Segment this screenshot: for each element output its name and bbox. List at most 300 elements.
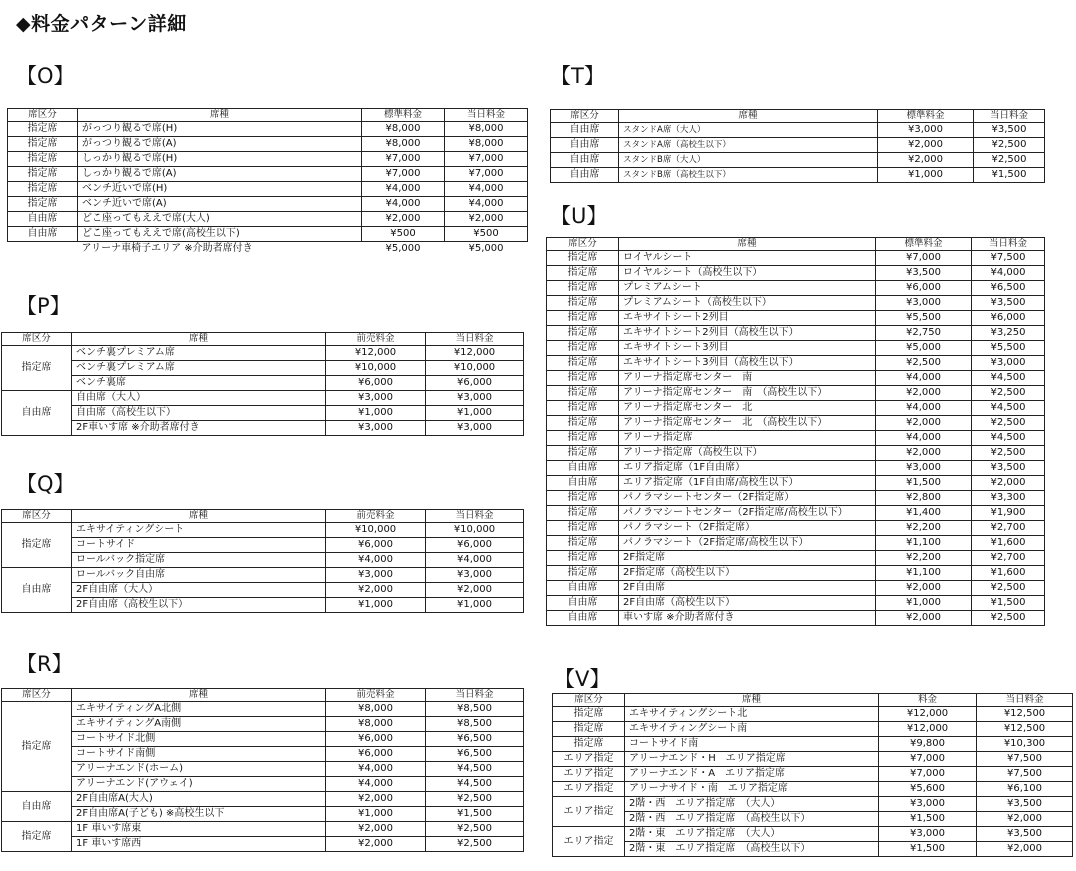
table-row	[547, 476, 1045, 491]
seat-type: プレミアムシート（高校生以下）	[619, 296, 876, 311]
seat-type: アリーナ指定席（高校生以下）	[619, 446, 876, 461]
price-sameday: ¥7,500	[977, 752, 1073, 767]
table-row	[551, 138, 1045, 153]
seat-category: エリア指定	[553, 827, 625, 857]
price-table-t	[550, 109, 1045, 183]
seat-type: アリーナエンド(ホーム)	[72, 762, 326, 777]
table-row	[2, 346, 524, 361]
price-sameday: ¥12,000	[426, 346, 524, 361]
header-seat: 席種	[78, 109, 362, 122]
price-advance: ¥3,000	[326, 421, 426, 436]
seat-category: 指定席	[547, 311, 619, 326]
seat-category	[8, 242, 78, 257]
table-row	[547, 536, 1045, 551]
seat-category: 指定席	[2, 523, 72, 568]
seat-type: 車いす席 ※介助者席付き	[619, 611, 876, 626]
price-sameday: ¥5,500	[972, 341, 1045, 356]
price-sameday: ¥3,250	[972, 326, 1045, 341]
price-sameday: ¥2,500	[426, 822, 524, 837]
price-table-q	[1, 509, 524, 613]
seat-category: 指定席	[2, 346, 72, 391]
header-row	[2, 689, 524, 702]
seat-category: 指定席	[2, 702, 72, 792]
section-label-r: 【R】	[16, 652, 73, 676]
price-standard: ¥7,000	[876, 251, 972, 266]
header-sameday: 当日料金	[972, 238, 1045, 251]
price-advance: ¥8,000	[326, 717, 426, 732]
seat-type: 2F指定席	[619, 551, 876, 566]
seat-type: 2階・西 エリア指定席 （大人）	[625, 797, 879, 812]
price-sameday: ¥4,000	[426, 553, 524, 568]
price-standard: ¥2,500	[876, 356, 972, 371]
price-standard: ¥2,800	[876, 491, 972, 506]
seat-type: ロールバック指定席	[72, 553, 326, 568]
price-standard: ¥9,800	[879, 737, 977, 752]
price-standard: ¥1,400	[876, 506, 972, 521]
seat-type: エキサイティングA南側	[72, 717, 326, 732]
table-row	[2, 732, 524, 747]
header-row	[547, 238, 1045, 251]
header-price: 標準料金	[878, 110, 974, 123]
price-sameday: ¥3,000	[426, 391, 524, 406]
price-sameday: ¥1,500	[974, 168, 1045, 183]
price-sameday: ¥4,000	[445, 197, 528, 212]
price-sameday: ¥12,500	[977, 722, 1073, 737]
price-advance: ¥2,000	[326, 792, 426, 807]
price-sameday: ¥3,500	[977, 797, 1073, 812]
price-sameday: ¥1,000	[426, 406, 524, 421]
seat-type: エキサイティングシート北	[625, 707, 879, 722]
price-standard: ¥4,000	[876, 371, 972, 386]
price-standard: ¥8,000	[362, 137, 445, 152]
price-standard: ¥2,750	[876, 326, 972, 341]
seat-category: 指定席	[547, 386, 619, 401]
seat-type: しっかり観るで席(A)	[78, 167, 362, 182]
price-standard: ¥3,000	[876, 461, 972, 476]
price-standard: ¥1,000	[876, 596, 972, 611]
price-sameday: ¥8,500	[426, 702, 524, 717]
price-standard: ¥2,000	[878, 138, 974, 153]
header-category: 席区分	[2, 333, 72, 346]
seat-category: 指定席	[547, 341, 619, 356]
seat-category: 指定席	[2, 822, 72, 852]
seat-type: どこ座ってもええで席(大人)	[78, 212, 362, 227]
price-sameday: ¥4,500	[972, 401, 1045, 416]
price-standard: ¥2,000	[876, 581, 972, 596]
seat-category: 自由席	[2, 792, 72, 822]
price-standard: ¥2,000	[362, 212, 445, 227]
price-sameday: ¥5,000	[445, 242, 528, 257]
price-sameday: ¥1,000	[426, 598, 524, 613]
header-category: 席区分	[551, 110, 619, 123]
price-sameday: ¥3,000	[426, 421, 524, 436]
seat-type: パノラマシート（2F指定席/高校生以下）	[619, 536, 876, 551]
seat-category: 指定席	[547, 251, 619, 266]
table-row	[8, 182, 528, 197]
table-row	[2, 523, 524, 538]
seat-category: 自由席	[551, 138, 619, 153]
seat-category: 指定席	[547, 491, 619, 506]
table-row	[553, 797, 1073, 812]
seat-category: 自由席	[2, 568, 72, 613]
price-table-p	[1, 332, 524, 436]
seat-type: 2F車いす席 ※介助者席付き	[72, 421, 326, 436]
seat-category: 指定席	[553, 722, 625, 737]
seat-type: 2F自由席	[619, 581, 876, 596]
price-advance: ¥4,000	[326, 553, 426, 568]
seat-type: 2F自由席A(子ども) ※高校生以下	[72, 807, 326, 822]
price-advance: ¥6,000	[326, 747, 426, 762]
header-sameday: 当日料金	[426, 689, 524, 702]
seat-category: 自由席	[8, 227, 78, 242]
seat-category: 指定席	[8, 137, 78, 152]
table-row	[547, 266, 1045, 281]
table-row	[2, 598, 524, 613]
price-sameday: ¥7,500	[977, 767, 1073, 782]
seat-category: 指定席	[8, 152, 78, 167]
seat-type: 1F 車いす席西	[72, 837, 326, 852]
price-standard: ¥2,000	[876, 611, 972, 626]
table-row	[8, 227, 528, 242]
price-table-r	[1, 688, 524, 852]
table-row	[8, 242, 528, 257]
seat-type: パノラマシートセンター（2F指定席/高校生以下）	[619, 506, 876, 521]
price-advance: ¥2,000	[326, 837, 426, 852]
table-row	[551, 168, 1045, 183]
header-price: 前売料金	[326, 510, 426, 523]
header-seat: 席種	[625, 694, 879, 707]
table-row	[547, 566, 1045, 581]
table-row	[2, 747, 524, 762]
price-sameday: ¥6,500	[426, 732, 524, 747]
price-sameday: ¥2,500	[972, 386, 1045, 401]
table-row	[553, 812, 1073, 827]
price-sameday: ¥2,500	[426, 792, 524, 807]
price-standard: ¥1,000	[878, 168, 974, 183]
price-standard: ¥12,000	[879, 722, 977, 737]
price-sameday: ¥10,300	[977, 737, 1073, 752]
price-sameday: ¥6,000	[426, 376, 524, 391]
seat-type: スタンドB席（大人）	[619, 153, 878, 168]
price-standard: ¥500	[362, 227, 445, 242]
price-table-u	[546, 237, 1045, 626]
price-standard: ¥4,000	[362, 182, 445, 197]
table-row	[547, 416, 1045, 431]
seat-type: 2階・西 エリア指定席 （高校生以下）	[625, 812, 879, 827]
seat-category: 指定席	[547, 431, 619, 446]
seat-type: ベンチ裏プレミアム席	[72, 361, 326, 376]
seat-category: 指定席	[547, 416, 619, 431]
header-sameday: 当日料金	[974, 110, 1045, 123]
price-sameday: ¥3,500	[972, 296, 1045, 311]
price-sameday: ¥2,500	[974, 153, 1045, 168]
price-sameday: ¥2,500	[972, 581, 1045, 596]
price-standard: ¥7,000	[879, 752, 977, 767]
seat-type: どこ座ってもええで席(高校生以下)	[78, 227, 362, 242]
price-sameday: ¥10,000	[426, 361, 524, 376]
header-category: 席区分	[8, 109, 78, 122]
price-standard: ¥7,000	[362, 152, 445, 167]
price-sameday: ¥7,000	[445, 152, 528, 167]
section-label-v: 【V】	[554, 667, 611, 691]
table-row	[547, 296, 1045, 311]
price-sameday: ¥4,500	[972, 371, 1045, 386]
price-advance: ¥3,000	[326, 568, 426, 583]
header-row	[2, 333, 524, 346]
table-row	[2, 583, 524, 598]
table-row	[553, 752, 1073, 767]
header-seat: 席種	[72, 510, 326, 523]
seat-type: エキサイティングシート南	[625, 722, 879, 737]
price-standard: ¥3,500	[876, 266, 972, 281]
seat-type: 1F 車いす席東	[72, 822, 326, 837]
table-row	[8, 152, 528, 167]
section-label-u: 【U】	[550, 204, 608, 228]
price-sameday: ¥6,000	[972, 311, 1045, 326]
table-row	[2, 702, 524, 717]
seat-type: 2階・東 エリア指定席 （大人）	[625, 827, 879, 842]
price-advance: ¥3,000	[879, 827, 977, 842]
seat-type: ロイヤルシート（高校生以下）	[619, 266, 876, 281]
table-row	[547, 491, 1045, 506]
seat-category: 指定席	[547, 401, 619, 416]
price-sameday: ¥2,000	[445, 212, 528, 227]
seat-type: スタンドB席（高校生以下）	[619, 168, 878, 183]
seat-type: エキサイティングシート	[72, 523, 326, 538]
header-row	[8, 109, 528, 122]
table-row	[8, 197, 528, 212]
price-advance: ¥4,000	[326, 762, 426, 777]
price-sameday: ¥2,500	[426, 837, 524, 852]
table-row	[2, 792, 524, 807]
header-sameday: 当日料金	[977, 694, 1073, 707]
seat-type: プレミアムシート	[619, 281, 876, 296]
price-sameday: ¥2,500	[972, 446, 1045, 461]
seat-category: 自由席	[8, 212, 78, 227]
table-row	[547, 371, 1045, 386]
price-advance: ¥1,500	[879, 842, 977, 857]
seat-type: スタンドA席（大人）	[619, 123, 878, 138]
price-standard: ¥3,000	[878, 123, 974, 138]
price-sameday: ¥2,000	[977, 842, 1073, 857]
seat-type: しっかり観るで席(H)	[78, 152, 362, 167]
seat-category: 自由席	[551, 168, 619, 183]
price-standard: ¥8,000	[362, 122, 445, 137]
table-row	[2, 391, 524, 406]
price-sameday: ¥500	[445, 227, 528, 242]
price-advance: ¥10,000	[326, 361, 426, 376]
seat-category: 指定席	[553, 737, 625, 752]
seat-category: エリア指定	[553, 782, 625, 797]
table-row	[2, 762, 524, 777]
seat-type: ロイヤルシート	[619, 251, 876, 266]
seat-type: エキサイトシート3列目	[619, 341, 876, 356]
price-standard: ¥12,000	[879, 707, 977, 722]
table-row	[547, 311, 1045, 326]
price-sameday: ¥1,500	[972, 596, 1045, 611]
table-row	[8, 212, 528, 227]
table-row	[553, 767, 1073, 782]
header-row	[2, 510, 524, 523]
price-advance: ¥4,000	[326, 777, 426, 792]
header-category: 席区分	[553, 694, 625, 707]
price-advance: ¥6,000	[326, 732, 426, 747]
price-sameday: ¥3,500	[974, 123, 1045, 138]
page-title: ◆料金パターン詳細	[16, 13, 187, 35]
price-sameday: ¥3,500	[977, 827, 1073, 842]
table-row	[547, 596, 1045, 611]
header-category: 席区分	[547, 238, 619, 251]
price-sameday: ¥1,600	[972, 536, 1045, 551]
seat-type: コートサイド北側	[72, 732, 326, 747]
table-row	[547, 401, 1045, 416]
price-advance: ¥1,000	[326, 598, 426, 613]
section-label-p: 【P】	[16, 294, 71, 318]
table-row	[547, 446, 1045, 461]
price-sameday: ¥3,000	[972, 356, 1045, 371]
seat-type: アリーナ指定席センター 南 （高校生以下）	[619, 386, 876, 401]
table-row	[553, 827, 1073, 842]
table-row	[553, 737, 1073, 752]
table-row	[2, 837, 524, 852]
table-row	[553, 707, 1073, 722]
seat-category: 自由席	[2, 391, 72, 436]
price-standard: ¥2,000	[876, 446, 972, 461]
seat-type: 2階・東 エリア指定席 （高校生以下）	[625, 842, 879, 857]
price-advance: ¥3,000	[326, 391, 426, 406]
section-label-t: 【T】	[550, 64, 605, 88]
seat-type: ベンチ近いで席(A)	[78, 197, 362, 212]
seat-category: 自由席	[551, 123, 619, 138]
price-sameday: ¥4,000	[445, 182, 528, 197]
seat-category: 指定席	[8, 197, 78, 212]
table-row	[8, 137, 528, 152]
price-advance: ¥1,000	[326, 406, 426, 421]
table-row	[551, 153, 1045, 168]
seat-type: エリア指定席（1F自由席/高校生以下）	[619, 476, 876, 491]
seat-category: 指定席	[547, 536, 619, 551]
price-sameday: ¥2,700	[972, 551, 1045, 566]
price-advance: ¥10,000	[326, 523, 426, 538]
price-standard: ¥4,000	[876, 401, 972, 416]
price-advance: ¥1,000	[326, 807, 426, 822]
seat-type: 2F指定席（高校生以下）	[619, 566, 876, 581]
price-sameday: ¥6,000	[426, 538, 524, 553]
price-sameday: ¥6,500	[972, 281, 1045, 296]
price-sameday: ¥4,500	[426, 762, 524, 777]
seat-type: エキサイティングA北側	[72, 702, 326, 717]
seat-type: パノラマシート（2F指定席）	[619, 521, 876, 536]
price-sameday: ¥7,500	[972, 251, 1045, 266]
seat-type: 2F自由席A(大人)	[72, 792, 326, 807]
seat-type: ロールバック自由席	[72, 568, 326, 583]
seat-category: 指定席	[8, 182, 78, 197]
price-standard: ¥1,100	[876, 536, 972, 551]
seat-type: アリーナエンド(アウェイ)	[72, 777, 326, 792]
price-sameday: ¥3,500	[972, 461, 1045, 476]
price-advance: ¥6,000	[326, 538, 426, 553]
price-sameday: ¥10,000	[426, 523, 524, 538]
table-row	[551, 123, 1045, 138]
price-standard: ¥1,100	[876, 566, 972, 581]
table-row	[2, 376, 524, 391]
price-sameday: ¥6,100	[977, 782, 1073, 797]
price-sameday: ¥4,000	[972, 266, 1045, 281]
table-row	[2, 807, 524, 822]
table-row	[2, 406, 524, 421]
price-advance: ¥8,000	[326, 702, 426, 717]
header-price: 前売料金	[326, 689, 426, 702]
seat-type: コートサイド	[72, 538, 326, 553]
price-sameday: ¥2,000	[972, 476, 1045, 491]
seat-type: アリーナ指定席センター 北 （高校生以下）	[619, 416, 876, 431]
header-price: 標準料金	[362, 109, 445, 122]
seat-type: ベンチ裏席	[72, 376, 326, 391]
header-category: 席区分	[2, 689, 72, 702]
seat-category: エリア指定	[553, 767, 625, 782]
header-price: 標準料金	[876, 238, 972, 251]
seat-category: 自由席	[547, 611, 619, 626]
header-price: 料金	[879, 694, 977, 707]
seat-type: エキサイトシート3列目（高校生以下）	[619, 356, 876, 371]
table-row	[2, 361, 524, 376]
seat-category: 指定席	[547, 521, 619, 536]
seat-type: アリーナ指定席センター 南	[619, 371, 876, 386]
seat-type: ベンチ裏プレミアム席	[72, 346, 326, 361]
table-row	[2, 717, 524, 732]
seat-type: コートサイド南側	[72, 747, 326, 762]
header-seat: 席種	[619, 238, 876, 251]
seat-type: 2F自由席（高校生以下）	[619, 596, 876, 611]
price-sameday: ¥2,500	[972, 416, 1045, 431]
price-sameday: ¥3,300	[972, 491, 1045, 506]
price-sameday: ¥2,500	[974, 138, 1045, 153]
price-advance: ¥2,000	[326, 822, 426, 837]
price-standard: ¥5,500	[876, 311, 972, 326]
price-advance: ¥3,000	[879, 797, 977, 812]
seat-category: 指定席	[547, 266, 619, 281]
header-sameday: 当日料金	[426, 333, 524, 346]
seat-category: 指定席	[547, 566, 619, 581]
price-table-v	[552, 693, 1073, 857]
seat-category: 指定席	[547, 296, 619, 311]
seat-type: 自由席（大人）	[72, 391, 326, 406]
table-row	[2, 568, 524, 583]
header-seat: 席種	[72, 689, 326, 702]
price-standard: ¥5,000	[876, 341, 972, 356]
seat-category: 指定席	[8, 167, 78, 182]
table-row	[2, 421, 524, 436]
price-sameday: ¥8,000	[445, 137, 528, 152]
price-advance: ¥6,000	[326, 376, 426, 391]
seat-category: 指定席	[547, 446, 619, 461]
price-sameday: ¥2,700	[972, 521, 1045, 536]
price-standard: ¥7,000	[362, 167, 445, 182]
table-row	[547, 341, 1045, 356]
table-row	[547, 326, 1045, 341]
price-sameday: ¥2,000	[977, 812, 1073, 827]
seat-type: がっつり観るで席(A)	[78, 137, 362, 152]
seat-type: 自由席（高校生以下）	[72, 406, 326, 421]
header-seat: 席種	[72, 333, 326, 346]
seat-type: 2F自由席（大人）	[72, 583, 326, 598]
table-row	[553, 722, 1073, 737]
seat-category: エリア指定	[553, 797, 625, 827]
seat-type: 2F自由席（高校生以下）	[72, 598, 326, 613]
price-sameday: ¥2,500	[972, 611, 1045, 626]
section-label-q: 【Q】	[16, 472, 75, 496]
seat-category: 自由席	[547, 596, 619, 611]
